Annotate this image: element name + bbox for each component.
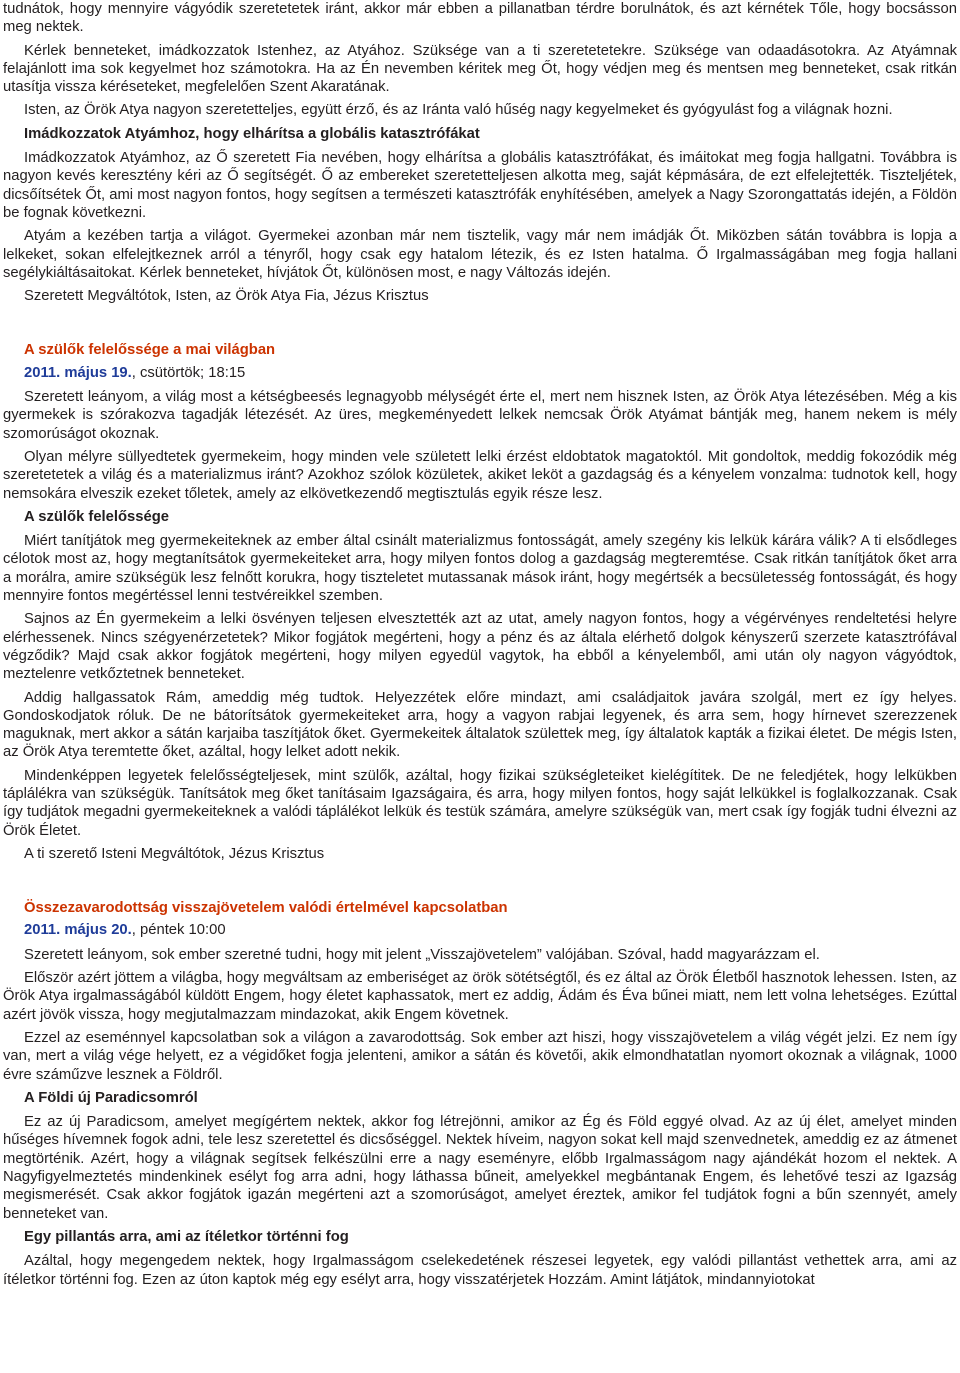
paragraph: Imádkozzatok Atyámhoz, az Ő szeretett Fia nevében, hogy elhárítsa a globális katasztrófákat, és imáitokat meg fogja hallgatni. Továbbra is nagyon kevés keresztény kéri az Ő segítségét. Ő az embereket szeretetteljesen alkotta meg, saját képmására, de ezt elfelejtették. Tiszteljétek, dicsőítsétek Őt, ami most nagyon fontos, hogy segítsen a természeti katasztrófák enyhítésében, amelyek a Nagy Szorongattatás idején, a Földön be fognak következni. — [3, 150, 957, 221]
paragraph: Ez az új Paradicsom, amelyet megígértem nektek, akkor fog létrejönni, amikor az Ég és Föld eggyé olvad. Az az új élet, amelyet minden hűséges hívemnek fogok adni, tele lesz szeretettel és dicsőséggel. Nektek híveim, nagyon sokat kell majd szenvednetek, ameddig ez az átmenet megtörténik. Azért, hogy a világnak segítsek felkészülni erre a nagy eseményre, előbb Irgalmasságom nagy ajándékát hozom el nektek. A Nagyfigyelmeztetés mindenkinek esélyt fog arra adni, hogy láthassa bűneit, amelyekkel megbántanak Engem, és lehetővé teszi az Igazság megismerését. Csak akkor fogjátok igazán megérteni azt a szomorúságot, amelyet éreztek, amikor fel tudjátok fogni a bűn szennyét, amely benneteket van. — [3, 1114, 957, 1222]
signoff: Szeretett Megváltótok, Isten, az Örök Atya Fia, Jézus Krisztus — [24, 288, 429, 305]
paragraph: Azáltal, hogy megengedem nektek, hogy Irgalmasságom cselekedetének részesei legyetek, egy valódi pillantást vethettek arra, ami az ítéletkor történni fog. Ezen az úton kaptok még egy esélyt arra, hogy visszatérjetek Hozzám. Amint látjátok, mindannyiotokat — [3, 1253, 957, 1288]
message-date: 2011. május 20. — [24, 922, 132, 939]
signoff: A ti szerető Isteni Megváltótok, Jézus Krisztus — [24, 845, 325, 862]
message-weekday-time: , csütörtök; 18:15 — [131, 364, 246, 381]
message-date: 2011. május 19. — [24, 364, 132, 381]
paragraph: Szeretett leányom, sok ember szeretné tudni, hogy mit jelent „Visszajövetelem” valójában. Szóval, hadd magyarázzam el. — [24, 946, 820, 963]
message-title: Összezavarodottság visszajövetelem valódi értelmével kapcsolatban — [24, 900, 508, 917]
paragraph: Először azért jöttem a világba, hogy megváltsam az emberiséget az örök sötétségtől, és ez által az Örök Életből hasznotok lehessen. Isten, az Örök Atya irgalmasságából küldött Engem, hogy életet kaphassatok, mert ez addig, Ádám és Éva bűnei miatt, nem lett volna lehetséges. Ezúttal azért jövök vissza, hogy megjutalmazzam mindazokat, akik Engem követnek. — [3, 970, 957, 1023]
subheading: A szülők felelőssége — [24, 508, 170, 525]
message-title: A szülők felelőssége a mai világban — [24, 342, 276, 359]
subheading: Egy pillantás arra, ami az ítéletkor történni fog — [24, 1228, 349, 1245]
message-date-line — [3, 364, 957, 382]
paragraph: Ezzel az eseménnyel kapcsolatban sok a világon a zavarodottság. Sok ember azt hiszi, hogy visszajövetelem a világ végét jelzi. Ez nem így van, mert a világ vége helyett, ez a végidőket fogja jelenteni, amikor a sátán és követői, akik elmondhatatlan nyomort okoznak a világnak, 1000 évre száműzve lesznek a Földről. — [3, 1029, 957, 1083]
subheading: A Földi új Paradicsomról — [24, 1089, 198, 1106]
paragraph: Atyám a kezében tartja a világot. Gyermekei azonban már nem tisztelik, vagy már nem imádják Őt. Miközben sátán továbbra is lopja a lelkeket, sokan elfelejtkeznek arról a tényről, hogy csak egy hatalom létezik, és ez Isten hatalma. Ő Irgalmasságában meg fogja hallani segélykiáltásaitokat. Kérlek benneteket, hívjátok Őt, különösen most, e nagy Változás idején. — [3, 228, 957, 281]
paragraph: Kérlek benneteket, imádkozzatok Istenhez, az Atyához. Szüksége van a ti szeretetetekre. Szüksége van odaadásotokra. Az Atyámnak felajánlott ima sok kegyelmet hoz számotokra. Ha az Én nevemben kéritek meg Őt, hogy védjen meg és mentsen meg benneteket, csak ritkán utasítja vissza kéréseteket, megfelelően Szent Akaratának. — [3, 42, 957, 96]
paragraph: tudnátok, hogy mennyire vágyódik szeretetetek iránt, akkor már ebben a pillanatban térdre borulnátok, és azt kérnétek Tőle, hogy bocsásson meg nektek. — [3, 1, 957, 36]
paragraph: Olyan mélyre süllyedtetek gyermekeim, hogy minden vele született lelki érzést eldobtatok magatoktól. Mit gondoltok, meddig fokozódik még szeretetetek a világ és a materializmus iránt? Azokhoz szólok közületek, akiket leköt a gazdagság és a kényelem vonzalma: tudnotok kell, hogy nemsokára elveszik ezeket tőletek, amely az elkövetkezendő megtisztulás egyik része lesz. — [3, 448, 957, 502]
paragraph: Addig hallgassatok Rám, ameddig még tudtok. Helyezzétek előre mindazt, ami családjaitok javára szolgál, mert ez így helyes. Gondoskodjatok róluk. De ne bátorítsátok gyermekeiteket arra, hogy a vagyon rabjai legyenek, és arra sem, hogy hírnevet szerezzenek maguknak, mert akkor a sátán karjaiba taszítjátok őket. Gyermekeitek általatok születtek meg, így általatok kapták a fizikai életet. De mégis Isten, az Örök Atya teremtette őket, azáltal, hogy lelket adott nekik. — [3, 689, 957, 761]
message-weekday-time: , péntek 10:00 — [131, 922, 226, 939]
paragraph: Isten, az Örök Atya nagyon szeretetteljes, együtt érző, és az Iránta való hűség nagy kegyelmeket és gyógyulást fog a világnak hozni. — [24, 102, 893, 119]
paragraph: Miért tanítjátok meg gyermekeiteknek az ember által csinált materializmus fontosságát, amely szegény kis lelkük kárára válik? A ti elsődleges célotok most az, hogy megtanítsátok gyermekeiteket arra, hogy milyen fontos dolog a gazdagság megteremtése. Csak ritkán tanítjátok őket arra a morálra, amire szükségük lesz felnőtt korukra, hogy tiszteletet mutassanak mások iránt, hogy megértsék a becsületesség fontosságát, és hogy mennyire fontos megértéssel lenni testvéreikkel szemben. — [3, 533, 957, 605]
paragraph: Mindenképpen legyetek felelősségteljesek, mint szülők, azáltal, hogy fizikai szükségleteiket kielégítitek. De ne feledjétek, hogy lelkükben táplálékra van szükségük. Tanítsátok meg őket tanításaim Igazságaira, és arra, hogy milyen fontos, hogy saját lelkükkel is foglalkozzanak. Csak így tudjátok megadni gyermekeiteknek a valódi táplálékot lelkük és testük számára, amelyre szükségük van, mert csak így fogják tudni élvezni az Örök Életet. — [3, 767, 957, 839]
paragraph: Szeretett leányom, a világ most a kétségbeesés legnagyobb mélységét érte el, mert nem hisznek Isten, az Örök Atya létezésében. Még a kis gyermekek is szórakozva tagadják létezését. Az üres, megkeményedett lelkek nemcsak Örök Atyámat bántják meg, hanem nekem is mély szomorúságot okoznak. — [3, 389, 957, 442]
message-date-line — [3, 921, 957, 939]
paragraph: Sajnos az Én gyermekeim a lelki ösvényen teljesen elvesztették azt az utat, amely nagyon fontos, hogy a végérvényes rendeltetési helyre elérhessenek. Nincs szégyenérzetetek? Mikor fogjátok megérteni, hogy a pénz és az általa elérhető dolgok kényszerű szerzete katasztrófával végződik? Majd csak akkor fogjátok megérteni, hogy milyen egyedül vagytok, ha ebből a kényelemből, ami után oly nagyon vágyódtok, meztelenre vetkőztetnek benneteket. — [3, 611, 957, 683]
subheading: Imádkozzatok Atyámhoz, hogy elhárítsa a globális katasztrófákat — [24, 125, 480, 142]
